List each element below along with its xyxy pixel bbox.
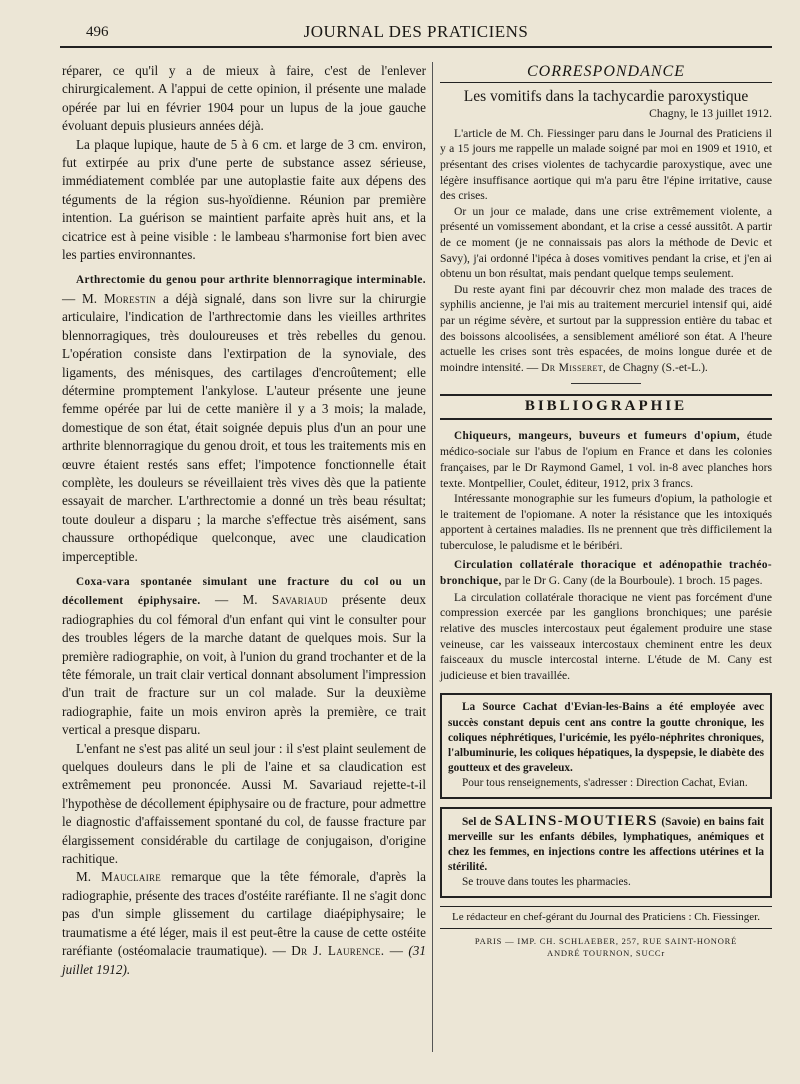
paragraph	[440, 282, 772, 376]
paragraph: Intéressante monographie sur les fumeurs d'opium, la pathologie et le traitement de l'opiomane. A noter la résistance que les intoxiqués apportent à certaines maladies. Ils ne prennent que très difficilement la tuberculose, le paludisme et le béribéri.	[440, 492, 772, 553]
article-title: Les vomitifs dans la tachycardie paroxystique	[463, 87, 749, 105]
text-run: — M.	[62, 290, 104, 306]
paragraph: L'enfant ne s'est pas alité un seul jour : il s'est plaint seulement de quelques douleurs dans le pli de l'aine et sa claudication est extrêmement peu prononcée. Aussi M. Savariaud rejette-t-il l'hypothèse de décollement épiphysaire ou de fracture, pour admettre le diagnostic d'affaissement spontané du col, de fausse fracture par élargissement considérable du cartilage de conjugaison, d'origine rachitique.	[62, 740, 426, 867]
text-run: M.	[76, 869, 102, 885]
ad-text: La Source Cachat d'Evian-les-Bains a été employée avec succès constant depuis cent ans contre la goutte chronique, les coliques néphrétiques, l'uricémie, les pyélo-néphrites chroniques, l'albuminurie, les coliques hépatiques, la dyspepsie, le diabète des goutteux et des graveleux.	[448, 701, 764, 775]
date: (31 juillet 1912).	[62, 943, 426, 977]
ad-contact: Pour tous renseignements, s'adresser : Direction Cachat, Evian.	[462, 777, 748, 790]
ad-text	[448, 814, 764, 876]
text-run: —	[384, 943, 409, 959]
section-title: Arthrectomie du genou pour arthrite blennorragique interminable.	[76, 274, 426, 287]
correspondance-heading: CORRESPONDANCE	[440, 64, 772, 83]
text-run: — M.	[200, 592, 272, 608]
author-name: Morestin	[103, 290, 157, 306]
section-arthrectomie	[62, 270, 426, 566]
text-run: par le Dr G. Cany (de la Bourboule). 1 broch. 15 pages.	[501, 574, 763, 588]
advertisement-salins	[440, 807, 772, 898]
biblio-entry	[440, 428, 772, 491]
text-run: Du reste ayant fini par découvrir chez mon malade des traces de syphilis ancienne, je l'ai mis au traitement mercuriel intensif qui, aidé par un régime sévère, et surtout par la suppression entière du tabac et des boissons alcoolisées, a sensiblement amélioré son état. A l'heure actuelle les crises sont très espacées, de moins longue durée et de moindre intensité. —	[440, 282, 772, 374]
book-title: Circulation collatérale thoracique et adénopathie trachéo-bronchique,	[440, 558, 772, 588]
text-run: remarque que la tête fémorale, d'après la radiographie, présente des traces d'ostéite raréfiante. Il ne s'agit donc pas d'un simple glissement du cartilage diaépiphysaire; le traumatisme a été léger, mais il est peut-être la cause de cette ostéite raréfiante (ostéomalacie traumatique). —	[62, 869, 426, 959]
text-run: (Savoie) en bains fait merveille sur les enfants débiles, lymphatiques, anémiques et chez les femmes, en injections contre les affections utérines et la stérilité.	[448, 815, 764, 874]
text-run: étude médico-sociale sur l'abus de l'opium en France et dans les colonies françaises, par le Dr Raymond Gamel, 1 vol. in-8 avec planches hors texte. Montpellier, Coulet, éditeur, 1912, prix 3 francs.	[440, 428, 772, 490]
column-divider	[432, 62, 433, 1052]
author-name: Savariaud	[271, 592, 328, 608]
text-run: de Chagny (S.-et-L.).	[606, 360, 708, 374]
left-column	[62, 62, 426, 979]
printer-imprint	[440, 935, 772, 959]
printer-line: ANDRÉ TOURNON, SUCCr	[547, 948, 665, 959]
paragraph: Or un jour ce malade, dans une crise extrêmement violente, a présenté un vomissement abondant, et la crise a cessé aussitôt. A partir de ce moment (je ne connaissais pas alors la méthode de Devic et Savy), j'ai ordonné l'ipéca à doses vomitives pendant la crise, et j'en ai obtenu un bon résultat, mais pendant quelque temps seulement.	[440, 204, 772, 281]
printer-line: PARIS — IMP. CH. SCHLAEBER, 257, RUE SAINT-HONORÉ	[474, 936, 738, 947]
section-coxa-vara	[62, 572, 426, 740]
brand-name: SALINS-MOUTIERS	[494, 812, 658, 829]
paragraph: L'article de M. Ch. Fiessinger paru dans le Journal des Praticiens il y a 15 jours me rappelle un malade soigné par moi en 1909 et 1910, et présentant des crises violentes de tachycardie paroxystique, avec une légère insuffisance aortique qui m'a paru être l'épine irritative, cause des crises.	[440, 126, 772, 203]
text-run: Sel de	[462, 815, 495, 828]
ad-note: Se trouve dans toutes les pharmacies.	[462, 876, 631, 889]
author-name: Mauclaire	[101, 869, 162, 885]
paragraph-mauclaire	[62, 868, 426, 978]
book-title: Chiqueurs, mangeurs, buveurs et fumeurs d'opium,	[454, 429, 740, 442]
page-number: 496	[86, 24, 109, 40]
text-run: présente deux radiographies du col fémoral d'un enfant qui vint le consulter pour des troubles légers de la marche datant de quelques mois. Sur la première radiographie, on voit, à l'union du grand trochanter et de la tête fémorale, un trait clair vertical donnant absolument l'impression d'un trait de fracture sur un col malade. Sur la deuxième radiographie, faite un mois environ après la première, ce trait vertical a presque disparu.	[62, 592, 426, 738]
paragraph: réparer, ce qu'il y a de mieux à faire, c'est de l'enlever chirurgicalement. A l'appui de cette opinion, il présente une malade opérée par lui en février 1904 pour un lupus de la joue gauche évoluant depuis plusieurs années déjà.	[62, 63, 426, 134]
page-header	[60, 18, 772, 48]
paragraph: La circulation collatérale thoracique ne vient pas forcément d'une compression exercée par les ganglions bronchiques; une parésie relative des muscles intercostaux peut également produire une stase veineuse, car les vaisseaux intercostaux cheminent entre les deux faisceaux du muscle intercostal interne. L'étude de M. Cany est judicieuse et bien travaillée.	[440, 590, 772, 682]
journal-title: JOURNAL DES PRATICIENS	[303, 22, 529, 41]
biblio-entry	[440, 557, 772, 590]
section-title: Coxa-vara spontanée simulant une fracture du col ou un décollement épiphysaire.	[62, 575, 426, 608]
letter-date: Chagny, le 13 juillet 1912.	[649, 107, 772, 121]
right-column	[440, 64, 772, 959]
editor-line: Le rédacteur en chef-gérant du Journal des Praticiens : Ch. Fiessinger.	[440, 906, 772, 930]
signature: Dr J. Laurence.	[291, 943, 385, 959]
bibliographie-heading: BIBLIOGRAPHIE	[440, 394, 772, 420]
paragraph: La plaque lupique, haute de 5 à 6 cm. et large de 3 cm. environ, fut extirpée au prix d'une perte de substance assez sérieuse, immédiatement comblée par une autoplastie faite aux dépens des téguments de la région sus-hyoïdienne. Réunion par première intention. La guérison se maintient parfaite après huit ans, et la cicatrice est à peine visible : le lambeau s'harmonise fort bien avec les parties environnantes.	[62, 136, 426, 263]
separator	[571, 383, 641, 384]
text-run: a déjà signalé, dans son livre sur la chirurgie articulaire, l'indication de l'arthrectomie dans les vieilles arthrites blennorragiques, très douloureuses et très rebelles du genou. L'opération consiste dans l'extirpation de la synoviale, des ligaments, des ménisques, des cartilages d'encroûtement; elle détermine promptement l'ankylose. L'auteur présente une jeune femme opérée par lui de cette manière il y a 3 mois; la malade, domestique de son état, était soignée depuis plus d'un an pour une arthrite blennorragique du genou droit, et tous les traitements mis en œuvre étaient restés sans effet; l'impotence fonctionnelle était complète, les douleurs se réveillaient très vives dès que la patiente essayait de marcher. L'arthrectomie a donné un très beau résultat; toute douleur a disparu ; la marche s'effectue très aisément, sans chaussure orthopédique quelconque, avec une claudication imperceptible.	[62, 290, 427, 564]
advertisement-cachat	[440, 693, 772, 798]
signature: Dr Misseret,	[541, 360, 607, 374]
